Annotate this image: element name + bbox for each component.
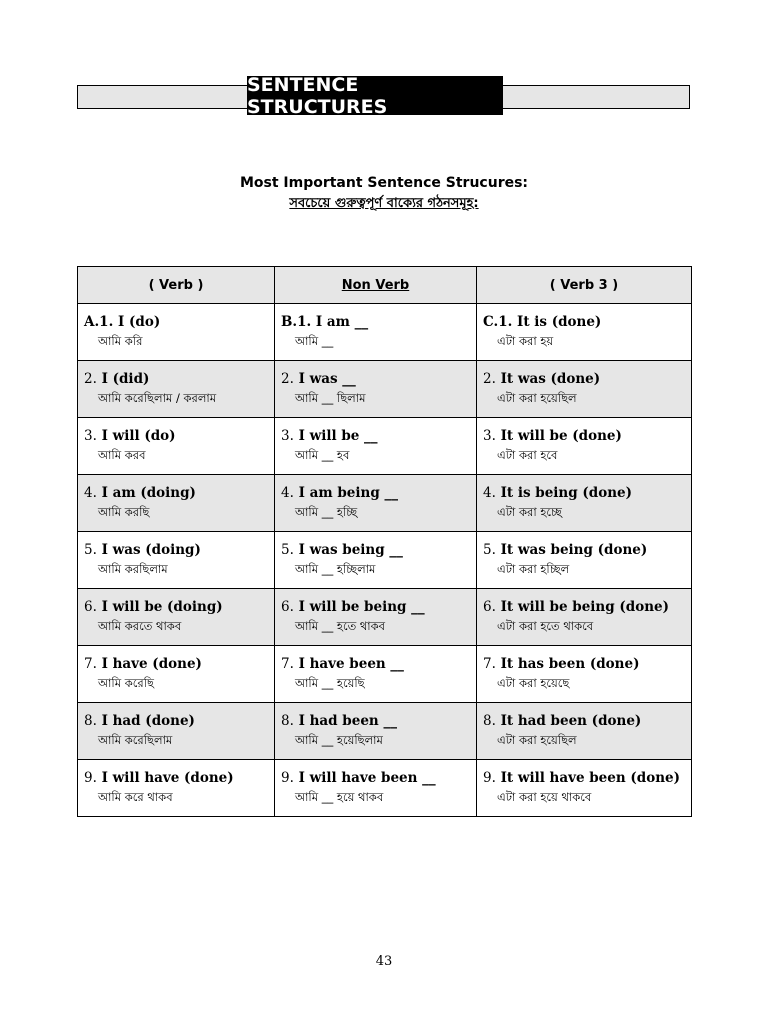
table-cell [78, 361, 275, 418]
table-header-row [78, 267, 692, 304]
header-verb: ( Verb ) [78, 267, 275, 304]
item-number: 3. [483, 428, 496, 444]
sentence-text: It will be being (done) [500, 599, 670, 615]
table-cell [477, 589, 692, 646]
english-sentence [275, 646, 476, 673]
bengali-translation: আমি __ [295, 334, 334, 348]
sentence-text: I will be (doing) [101, 599, 223, 615]
table-body [78, 304, 692, 817]
sentence-text: It is (done) [517, 314, 602, 330]
english-sentence [477, 304, 691, 331]
english-sentence [275, 532, 476, 559]
bengali-translation: এটা করা হতে থাকবে [497, 619, 594, 633]
english-sentence [275, 418, 476, 445]
english-sentence [78, 646, 274, 673]
header-non-verb: Non Verb [275, 267, 477, 304]
sentence-text: I will be __ [298, 428, 378, 444]
sentence-text: I have been __ [298, 656, 404, 672]
bengali-translation: আমি করছি [98, 505, 150, 519]
item-number: 6. [483, 599, 496, 615]
item-number: 9. [483, 770, 496, 786]
item-number: 3. [281, 428, 294, 444]
item-number: 9. [84, 770, 97, 786]
table-row [78, 418, 692, 475]
english-sentence [477, 361, 691, 388]
english-sentence [477, 475, 691, 502]
table-row [78, 589, 692, 646]
item-number: 9. [281, 770, 294, 786]
bengali-translation: এটা করা হয়ে থাকবে [497, 790, 592, 804]
item-number: B.1. [281, 314, 312, 330]
sentence-text: It will have been (done) [500, 770, 681, 786]
table-cell [477, 304, 692, 361]
bengali-translation: এটা করা হবে [497, 448, 558, 462]
sentence-text: I (do) [117, 314, 161, 330]
table-cell [78, 646, 275, 703]
item-number: 8. [483, 713, 496, 729]
item-number: 7. [84, 656, 97, 672]
table-cell [275, 589, 477, 646]
english-sentence [275, 475, 476, 502]
item-number: 7. [483, 656, 496, 672]
item-number: 3. [84, 428, 97, 444]
bengali-translation: আমি করেছিলাম / করলাম [98, 391, 217, 405]
subtitle-english: Most Important Sentence Strucures: [239, 175, 529, 191]
sentence-text: I will (do) [101, 428, 176, 444]
sentence-text: I have (done) [101, 656, 202, 672]
english-sentence [275, 589, 476, 616]
sentence-text: It has been (done) [500, 656, 640, 672]
bengali-translation: আমি __ হয়েছিলাম [295, 733, 383, 747]
english-sentence [477, 703, 691, 730]
table-cell [477, 760, 692, 817]
table-cell [78, 418, 275, 475]
table-cell [78, 589, 275, 646]
item-number: 2. [483, 371, 496, 387]
bengali-translation: এটা করা হয়েছে [497, 676, 570, 690]
table-row [78, 361, 692, 418]
item-number: 4. [483, 485, 496, 501]
english-sentence [78, 589, 274, 616]
table-cell [78, 703, 275, 760]
bengali-translation: এটা করা হয়েছিল [497, 733, 577, 747]
sentence-text: I was __ [298, 371, 356, 387]
bengali-translation: আমি করছিলাম [98, 562, 168, 576]
table-row [78, 760, 692, 817]
table-row [78, 703, 692, 760]
sentence-text: It is being (done) [500, 485, 633, 501]
table-cell [275, 532, 477, 589]
english-sentence [477, 418, 691, 445]
table-cell [477, 703, 692, 760]
sentence-text: It was being (done) [500, 542, 648, 558]
table-cell [78, 532, 275, 589]
table-cell [477, 418, 692, 475]
sentence-text: I had (done) [101, 713, 195, 729]
table-cell [78, 304, 275, 361]
sentence-text: I will have been __ [298, 770, 436, 786]
bengali-translation: আমি __ হয়েছি [295, 676, 365, 690]
bengali-translation: আমি __ হচ্ছিলাম [295, 562, 376, 576]
english-sentence [477, 760, 691, 787]
item-number: 2. [281, 371, 294, 387]
english-sentence [78, 418, 274, 445]
item-number: 8. [84, 713, 97, 729]
item-number: 7. [281, 656, 294, 672]
item-number: 4. [84, 485, 97, 501]
sentence-text: I am __ [315, 314, 369, 330]
table-row [78, 475, 692, 532]
english-sentence [275, 703, 476, 730]
sentence-text: I had been __ [298, 713, 397, 729]
table-cell [477, 532, 692, 589]
english-sentence [477, 646, 691, 673]
sentence-text: I was being __ [298, 542, 403, 558]
item-number: A.1. [84, 314, 114, 330]
english-sentence [275, 760, 476, 787]
item-number: 6. [84, 599, 97, 615]
sentence-text: It had been (done) [500, 713, 642, 729]
table-cell [275, 361, 477, 418]
table-cell [477, 361, 692, 418]
table-cell [477, 475, 692, 532]
table-cell [275, 760, 477, 817]
item-number: 8. [281, 713, 294, 729]
item-number: C.1. [483, 314, 513, 330]
english-sentence [275, 304, 476, 331]
english-sentence [78, 532, 274, 559]
page-number: 43 [375, 954, 393, 969]
bengali-translation: আমি __ ছিলাম [295, 391, 366, 405]
table-cell [275, 418, 477, 475]
sentence-text: I am (doing) [101, 485, 196, 501]
item-number: 5. [281, 542, 294, 558]
bengali-translation: এটা করা হয় [497, 334, 554, 348]
sentence-text: I am being __ [298, 485, 398, 501]
sentence-structure-table [77, 266, 692, 817]
sentence-text: I will have (done) [101, 770, 234, 786]
english-sentence [78, 703, 274, 730]
english-sentence [78, 361, 274, 388]
table-cell [78, 475, 275, 532]
bengali-translation: এটা করা হচ্ছিল [497, 562, 570, 576]
bengali-translation: আমি __ হব [295, 448, 350, 462]
bengali-translation: আমি করেছিলাম [98, 733, 173, 747]
sentence-text: It will be (done) [500, 428, 622, 444]
bengali-translation: আমি __ হয়ে থাকব [295, 790, 384, 804]
bengali-translation: আমি করতে থাকব [98, 619, 182, 633]
bengali-translation: আমি করব [98, 448, 146, 462]
item-number: 5. [483, 542, 496, 558]
table-cell [477, 646, 692, 703]
sentence-text: I (did) [101, 371, 150, 387]
sentence-text: I will be being __ [298, 599, 425, 615]
english-sentence [78, 760, 274, 787]
table-cell [78, 760, 275, 817]
english-sentence [477, 532, 691, 559]
table-row [78, 532, 692, 589]
table-cell [275, 646, 477, 703]
english-sentence [477, 589, 691, 616]
sentence-text: It was (done) [500, 371, 601, 387]
header-verb3: ( Verb 3 ) [477, 267, 692, 304]
table-cell [275, 304, 477, 361]
table-cell [275, 703, 477, 760]
bengali-translation: আমি __ হতে থাকব [295, 619, 386, 633]
bengali-translation: আমি __ হচ্ছি [295, 505, 358, 519]
table-cell [275, 475, 477, 532]
item-number: 4. [281, 485, 294, 501]
english-sentence [78, 475, 274, 502]
bengali-translation: আমি করেছি [98, 676, 154, 690]
table-row [78, 646, 692, 703]
bengali-translation: আমি করে থাকব [98, 790, 173, 804]
item-number: 5. [84, 542, 97, 558]
english-sentence [78, 304, 274, 331]
subtitle-bengali: সবচেয়ে গুরুত্বপূর্ণ বাক্যের গঠনসমূহ: [289, 196, 479, 211]
english-sentence [275, 361, 476, 388]
sentence-text: I was (doing) [101, 542, 201, 558]
item-number: 6. [281, 599, 294, 615]
table-row [78, 304, 692, 361]
bengali-translation: এটা করা হচ্ছে [497, 505, 562, 519]
bengali-translation: আমি করি [98, 334, 143, 348]
bengali-translation: এটা করা হয়েছিল [497, 391, 577, 405]
page-title: SENTENCE STRUCTURES [247, 76, 503, 115]
item-number: 2. [84, 371, 97, 387]
